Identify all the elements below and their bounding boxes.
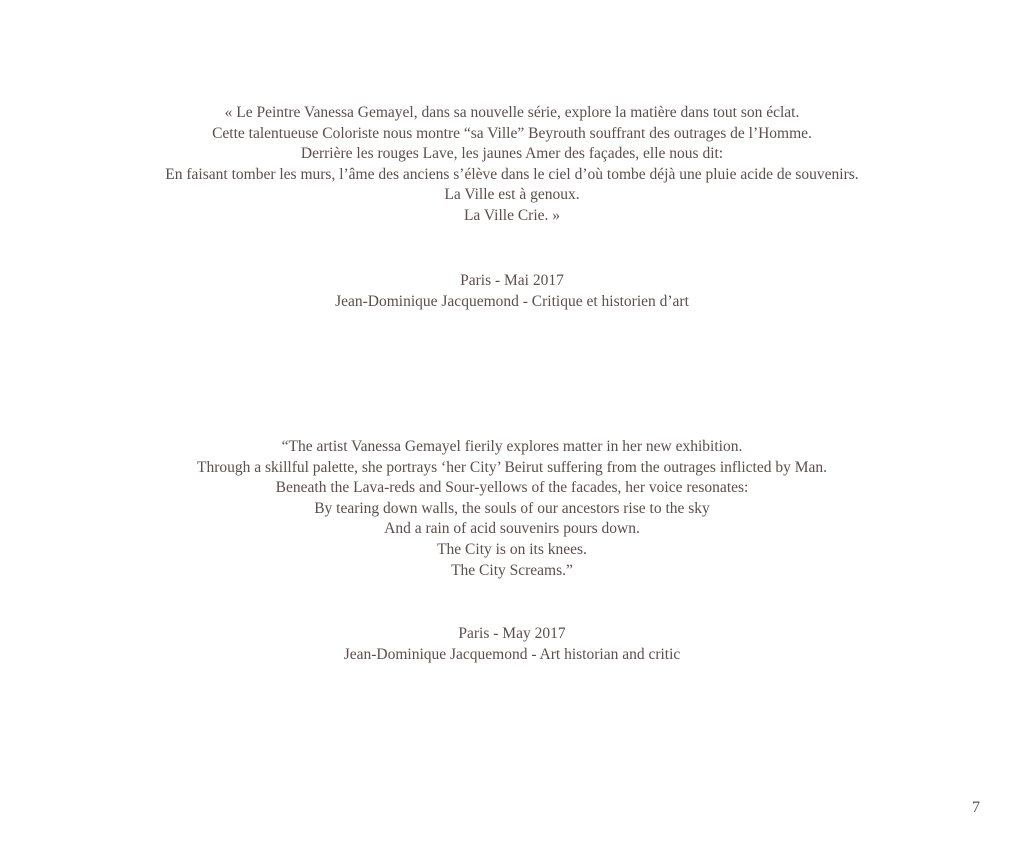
- english-quote-line: And a rain of acid souvenirs pours down.: [384, 520, 640, 538]
- english-signature: [0, 624, 1024, 665]
- french-author: Jean-Dominique Jacquemond - Critique et historien d’art: [335, 292, 689, 310]
- english-quote-line: The City is on its knees.: [437, 540, 587, 558]
- french-quote-line: La Ville Crie. »: [463, 206, 561, 224]
- french-quote: [0, 103, 1024, 227]
- english-quote-line: Through a skillful palette, she portrays ‘her City’ Beirut suffering from the outrages inflicted by Man.: [196, 458, 828, 476]
- english-quote-line: “The artist Vanessa Gemayel fierily explores matter in her new exhibition.: [281, 438, 743, 455]
- french-quote-line: « Le Peintre Vanessa Gemayel, dans sa nouvelle série, explore la matière dans tout son éclat.: [224, 104, 800, 121]
- french-quote-line: La Ville est à genoux.: [444, 186, 580, 204]
- french-signature: [0, 271, 1024, 312]
- english-quote: [0, 437, 1024, 581]
- english-author: Jean-Dominique Jacquemond - Art historian and critic: [343, 645, 681, 663]
- english-quote-line: Beneath the Lava-reds and Sour-yellows of the facades, her voice resonates:: [275, 479, 749, 497]
- french-quote-line: Cette talentueuse Coloriste nous montre “sa Ville” Beyrouth souffrant des outrages de l’Homme.: [212, 124, 812, 142]
- english-quote-line: The City Screams.”: [451, 561, 573, 579]
- english-quote-line: By tearing down walls, the souls of our ancestors rise to the sky: [314, 499, 710, 517]
- french-quote-line: Derrière les rouges Lave, les jaunes Amer des façades, elle nous dit:: [300, 145, 724, 163]
- french-place-date: Paris - Mai 2017: [460, 272, 564, 289]
- page-number: 7: [972, 799, 980, 816]
- english-place-date: Paris - May 2017: [458, 625, 566, 642]
- french-quote-line: En faisant tomber les murs, l’âme des anciens s’élève dans le ciel d’où tombe déjà une pluie acide de souvenirs.: [165, 165, 859, 183]
